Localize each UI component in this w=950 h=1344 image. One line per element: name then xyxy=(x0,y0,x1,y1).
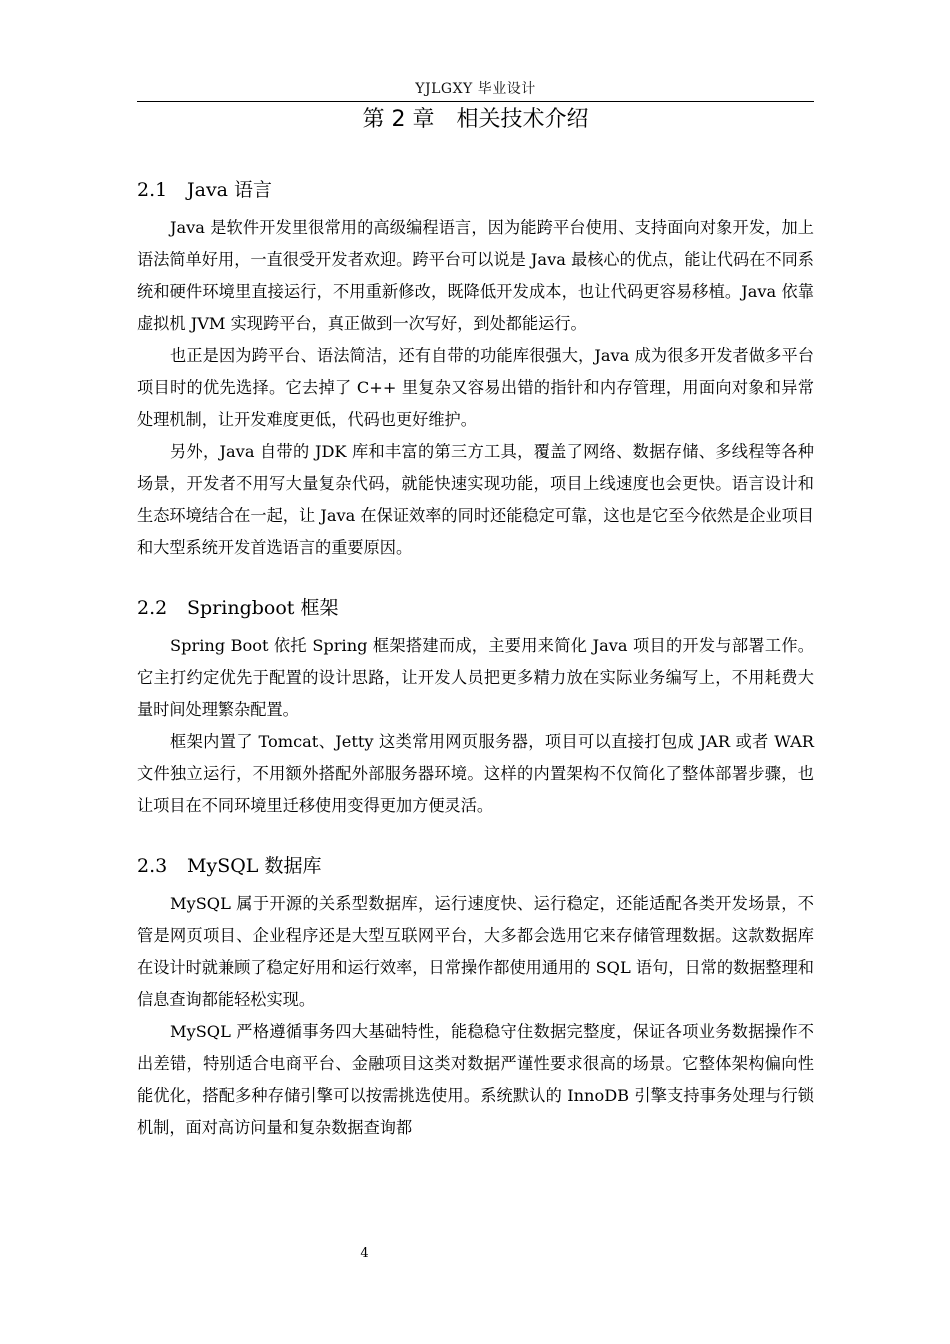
paragraph: 也正是因为跨平台、语法简洁，还有自带的功能库很强大，Java 成为很多开发者做多平台项目时的优先选择。它去掉了 C++ 里复杂又容易出错的指针和内存管理，用面向对象和异常处理机制，让开发难度更低，代码也更好维护。 xyxy=(137,346,814,429)
section-heading xyxy=(137,172,814,208)
section-heading xyxy=(137,590,814,626)
section-heading xyxy=(137,848,814,884)
section-number: 2.2 xyxy=(137,597,168,619)
section-java xyxy=(137,172,814,564)
document-body xyxy=(137,172,814,1144)
section-springboot xyxy=(137,590,814,822)
paragraph: Java 是软件开发里很常用的高级编程语言，因为能跨平台使用、支持面向对象开发，加上语法简单好用，一直很受开发者欢迎。跨平台可以说是 Java 最核心的优点，能让代码在不同系统和硬件环境里直接运行，不用重新修改，既降低开发成本，也让代码更容易移植。Java 依靠虚拟机 JVM 实现跨平台，真正做到一次写好，到处都能运行。 xyxy=(137,218,814,333)
paragraph: 框架内置了 Tomcat、Jetty 这类常用网页服务器，项目可以直接打包成 JAR 或者 WAR 文件独立运行，不用额外搭配外部服务器环境。这样的内置架构不仅简化了整体部署步骤，也让项目在不同环境里迁移使用变得更加方便灵活。 xyxy=(137,732,814,815)
paragraph: MySQL 严格遵循事务四大基础特性，能稳稳守住数据完整度，保证各项业务数据操作不出差错，特别适合电商平台、金融项目这类对数据严谨性要求很高的场景。它整体架构偏向性能优化，搭配多种存储引擎可以按需挑选使用。系统默认的 InnoDB 引擎支持事务处理与行锁机制，面对高访问量和复杂数据查询都 xyxy=(137,1022,814,1137)
section-number: 2.3 xyxy=(137,855,168,877)
section-title: MySQL 数据库 xyxy=(187,855,322,877)
section-title: Java 语言 xyxy=(187,179,273,201)
section-title: Springboot 框架 xyxy=(187,597,339,619)
section-mysql xyxy=(137,848,814,1144)
running-header: YJLGXY 毕业设计 xyxy=(415,81,536,97)
header-rule xyxy=(137,101,814,102)
section-number: 2.1 xyxy=(137,179,168,201)
paragraph: MySQL 属于开源的关系型数据库，运行速度快、运行稳定，还能适配各类开发场景，不管是网页项目、企业程序还是大型互联网平台，大多都会选用它来存储管理数据。这款数据库在设计时就兼顾了稳定好用和运行效率，日常操作都使用通用的 SQL 语句，日常的数据整理和信息查询都能轻松实现。 xyxy=(137,894,814,1009)
paragraph: 另外，Java 自带的 JDK 库和丰富的第三方工具，覆盖了网络、数据存储、多线程等各种场景，开发者不用写大量复杂代码，就能快速实现功能，项目上线速度也会更快。语言设计和生态环境结合在一起，让 Java 在保证效率的同时还能稳定可靠，这也是它至今依然是企业项目和大型系统开发首选语言的重要原因。 xyxy=(137,442,814,557)
chapter-title: 第 2 章 相关技术介绍 xyxy=(362,107,589,132)
paragraph: Spring Boot 依托 Spring 框架搭建而成，主要用来简化 Java 项目的开发与部署工作。它主打约定优先于配置的设计思路，让开发人员把更多精力放在实际业务编写上，不用耗费大量时间处理繁杂配置。 xyxy=(137,636,814,719)
page-number: 4 xyxy=(360,1246,369,1261)
